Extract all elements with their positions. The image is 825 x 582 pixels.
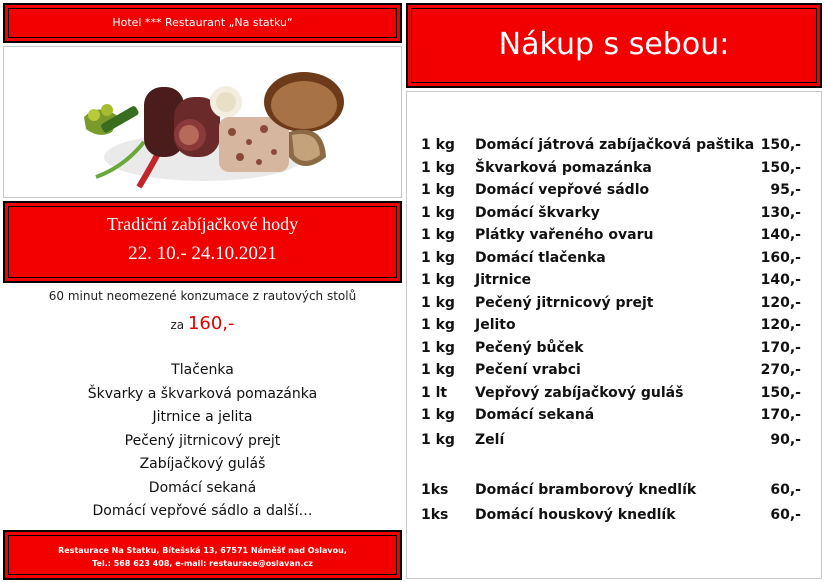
footer-address: Restaurace Na Statku, Bítešská 13, 67571 Náměšť nad Oslavou, [58, 546, 347, 555]
offer-price [3, 313, 402, 334]
item-name: Domácí houskový knedlík [475, 507, 676, 523]
takeaway-row [407, 182, 823, 202]
item-name: Zelí [475, 432, 505, 448]
item-price: 170,- [760, 407, 801, 423]
food-photo [3, 46, 402, 198]
item-name: Vepřový zabíjačkový guláš [475, 384, 684, 401]
item-price: 170,- [760, 339, 801, 356]
offer-text: 60 minut neomezené konzumace z rautových stolů [48, 289, 357, 303]
takeaway-title: Nákup s sebou: [498, 27, 730, 62]
item-name: Domácí játrová zabíjačková paštika [475, 137, 755, 153]
item-qty: 1 kg [421, 432, 455, 448]
item-name: Pečený jitrnicový prejt [475, 294, 654, 311]
price-prefix: za [170, 318, 185, 332]
item-name: Domácí bramborový knedlík [475, 482, 697, 498]
takeaway-row [407, 295, 823, 315]
item-qty: 1 kg [421, 137, 455, 153]
item-price: 160,- [760, 249, 801, 266]
menu-item: Tlačenka [171, 362, 234, 378]
menu-item: Domácí sekaná [148, 479, 257, 496]
takeaway-row [407, 250, 823, 270]
item-name: Domácí sekaná [475, 407, 595, 423]
menu-item: Pečený jitrnicový prejt [124, 432, 281, 449]
item-name: Jelito [475, 317, 516, 333]
hotel-header [3, 3, 402, 43]
item-qty: 1 kg [421, 182, 455, 198]
item-qty: 1ks [421, 482, 449, 498]
item-price: 120,- [760, 294, 801, 311]
item-price: 60,- [770, 482, 801, 498]
menu-item: Zabíjačkový guláš [139, 456, 266, 472]
item-qty: 1 lt [421, 384, 448, 401]
hotel-name: Hotel *** Restaurant „Na statku“ [112, 16, 293, 29]
item-price: 150,- [760, 137, 801, 153]
takeaway-row [407, 482, 823, 502]
item-price: 150,- [760, 159, 801, 176]
takeaway-row [407, 432, 823, 452]
item-price: 150,- [760, 384, 801, 401]
price-value: 160,- [187, 313, 235, 334]
takeaway-row [407, 272, 823, 292]
takeaway-header [406, 3, 822, 88]
item-qty: 1 kg [421, 294, 455, 311]
item-qty: 1 kg [421, 339, 455, 356]
takeaway-row [407, 340, 823, 360]
item-name: Domácí vepřové sádlo [475, 182, 650, 198]
menu-item: Škvarky a škvarková pomazánka [87, 385, 318, 402]
item-price: 270,- [760, 362, 801, 378]
takeaway-row [407, 507, 823, 527]
takeaway-row [407, 137, 823, 157]
event-title: Tradiční zabíjačkové hody [106, 214, 299, 234]
takeaway-row [407, 160, 823, 180]
takeaway-row [407, 227, 823, 247]
menu-list [3, 359, 402, 524]
menu-item: Jitrnice a jelita [152, 409, 253, 425]
item-qty: 1 kg [421, 249, 455, 266]
item-name: Domácí škvarky [475, 204, 600, 221]
item-name: Domácí tlačenka [475, 249, 606, 266]
footer [3, 530, 402, 580]
item-qty: 1 kg [421, 227, 455, 243]
menu-item: Domácí vepřové sádlo a další… [92, 503, 313, 519]
item-price: 140,- [760, 227, 801, 243]
item-name: Pečený bůček [475, 339, 584, 356]
item-qty: 1ks [421, 507, 449, 523]
footer-contact: Tel.: 568 623 408, e-mail: restaurace@oslavan.cz [92, 559, 313, 568]
food-illustration [4, 47, 401, 197]
takeaway-row [407, 362, 823, 382]
event-dates: 22. 10.- 24.10.2021 [128, 243, 277, 264]
item-qty: 1 kg [421, 407, 455, 423]
item-price: 95,- [770, 182, 801, 198]
item-qty: 1 kg [421, 317, 455, 333]
item-price: 120,- [760, 317, 801, 333]
item-price: 90,- [770, 432, 801, 448]
item-name: Pečení vrabci [475, 362, 581, 378]
takeaway-row [407, 317, 823, 337]
item-price: 60,- [770, 507, 801, 523]
item-name: Plátky vařeného ovaru [475, 227, 654, 243]
item-qty: 1 kg [421, 362, 455, 378]
event-banner [3, 201, 402, 283]
takeaway-panel [406, 91, 822, 579]
item-qty: 1 kg [421, 204, 455, 221]
item-price: 130,- [760, 204, 801, 221]
offer-section [3, 285, 402, 527]
item-name: Škvarková pomazánka [475, 159, 652, 176]
item-qty: 1 kg [421, 272, 455, 288]
item-qty: 1 kg [421, 159, 455, 176]
takeaway-row [407, 407, 823, 427]
takeaway-row [407, 205, 823, 225]
item-name: Jitrnice [475, 272, 532, 288]
item-price: 140,- [760, 272, 801, 288]
takeaway-row [407, 385, 823, 405]
